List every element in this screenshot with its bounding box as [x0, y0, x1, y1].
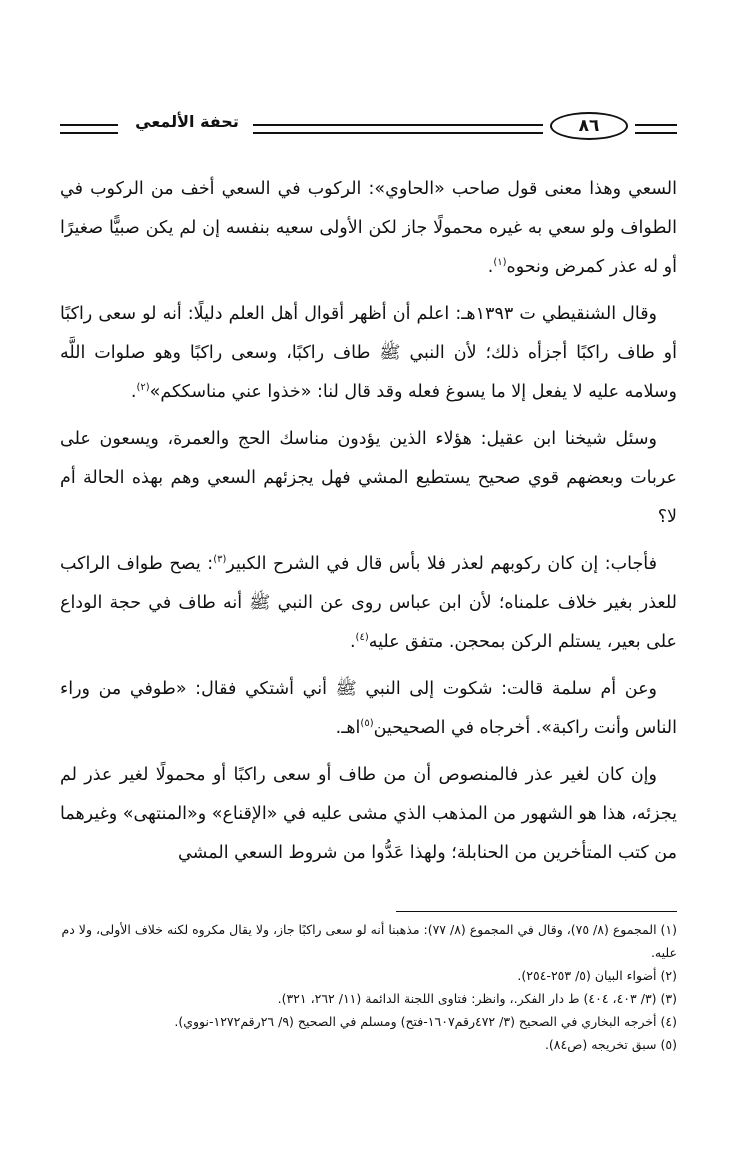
- paragraph-2-end: .: [130, 382, 137, 402]
- paragraph-1-end: .: [487, 257, 494, 277]
- paragraph-6-text: وإن كان لغير عذر فالمنصوص أن من طاف أو سعى راكبًا أو محمولًا لغير عذر لم يجزئه، هذا هو الشهور من المذهب الذي مشى عليه في «الإقناع» و«المنتهى» وغيرهما من كتب المتأخرين من الحنابلة؛ ولهذا عَدُّوا من شروط السعي المشي: [60, 765, 677, 863]
- footnote-ref-4: (٤): [355, 632, 369, 644]
- paragraph-2: [60, 295, 677, 412]
- paragraph-1: [60, 170, 677, 287]
- paragraph-4-text-b: : يصح طواف الراكب للعذر بغير خلاف علمناه؛ لأن ابن عباس روى عن النبي ﷺ أنه طاف في حجة الوداع على بعير، يستلم الركن بمحجن. متفق عليه: [60, 554, 677, 652]
- footnote-separator: [396, 911, 677, 912]
- footnote-3: (٣) (٣/ ٤٠٣، ٤٠٤) ط دار الفكر.، وانظر: فتاوى اللجنة الدائمة (١١/ ٢٦٢، ٣٢١).: [277, 991, 677, 1006]
- paragraph-5: [60, 670, 677, 748]
- paragraph-3-text: وسئل شيخنا ابن عقيل: هؤلاء الذين يؤدون مناسك الحج والعمرة، ويسعون على عربات وبعضهم قوي صحيح يستطيع المشي فهل يجزئهم السعي وهم بهذه الحالة أم لا؟: [60, 429, 677, 527]
- footnotes: [60, 918, 677, 1056]
- footnote-2: (٢) أضواء البيان (٥/ ٢٥٣-٢٥٤).: [517, 968, 677, 983]
- page-number: ٨٦: [550, 112, 628, 140]
- paragraph-3: [60, 420, 677, 537]
- paragraph-2-text: وقال الشنقيطي ت ١٣٩٣هـ: اعلم أن أظهر أقوال أهل العلم دليلًا: أنه لو سعى راكبًا أو طاف راكبًا أجزأه ذلك؛ لأن النبي ﷺ طاف راكبًا، وسعى راكبًا وهو صلوات اللَّه وسلامه عليه لا يفعل إلا ما يسوغ فعله وقد قال لنا: «خذوا عني مناسككم»: [60, 304, 677, 402]
- paragraph-4-end: .: [349, 632, 356, 652]
- footnote-1: (١) المجموع (٨/ ٧٥)، وقال في المجموع (٨/ ٧٧): مذهبنا أنه لو سعى راكبًا جاز، ولا يقال مكروه لكنه خلاف الأولى، ولا دم عليه.: [61, 922, 677, 960]
- header-rule-middle: [253, 124, 543, 134]
- paragraph-5-text: وعن أم سلمة قالت: شكوت إلى النبي ﷺ أني أشتكي فقال: «طوفي من وراء الناس وأنت راكبة». أخرجاه في الصحيحين: [60, 679, 677, 738]
- paragraph-5-end: اهـ.: [335, 718, 361, 738]
- paragraph-1-text: السعي وهذا معنى قول صاحب «الحاوي»: الركوب في السعي أخف من الركوب في الطواف ولو سعي به غيره محمولًا جاز لكن الأولى سعيه بنفسه إن لم يكن صبيًّا صغيرًا أو له عذر كمرض ونحوه: [60, 179, 677, 277]
- running-header: [60, 104, 677, 148]
- header-rule-left: [60, 124, 118, 134]
- footnote-ref-1: (١): [493, 257, 507, 269]
- header-rule-right: [635, 124, 677, 134]
- main-text: [60, 170, 677, 881]
- footnote-ref-2: (٢): [136, 382, 150, 394]
- footnote-ref-3: (٣): [213, 554, 227, 566]
- paragraph-6: [60, 756, 677, 873]
- book-title: تحفة الألمعي: [135, 112, 239, 131]
- paragraph-4-text-a: فأجاب: إن كان ركوبهم لعذر فلا بأس قال في الشرح الكبير: [226, 554, 657, 574]
- footnote-4: (٤) أخرجه البخاري في الصحيح (٣/ ٤٧٢رقم١٦٠٧-فتح) ومسلم في الصحيح (٩/ ٢٦رقم١٢٧٢-نووي).: [174, 1014, 677, 1029]
- footnote-5: (٥) سبق تخريجه (ص٨٤).: [544, 1037, 677, 1052]
- paragraph-4: [60, 545, 677, 662]
- footnote-ref-5: (٥): [360, 718, 374, 730]
